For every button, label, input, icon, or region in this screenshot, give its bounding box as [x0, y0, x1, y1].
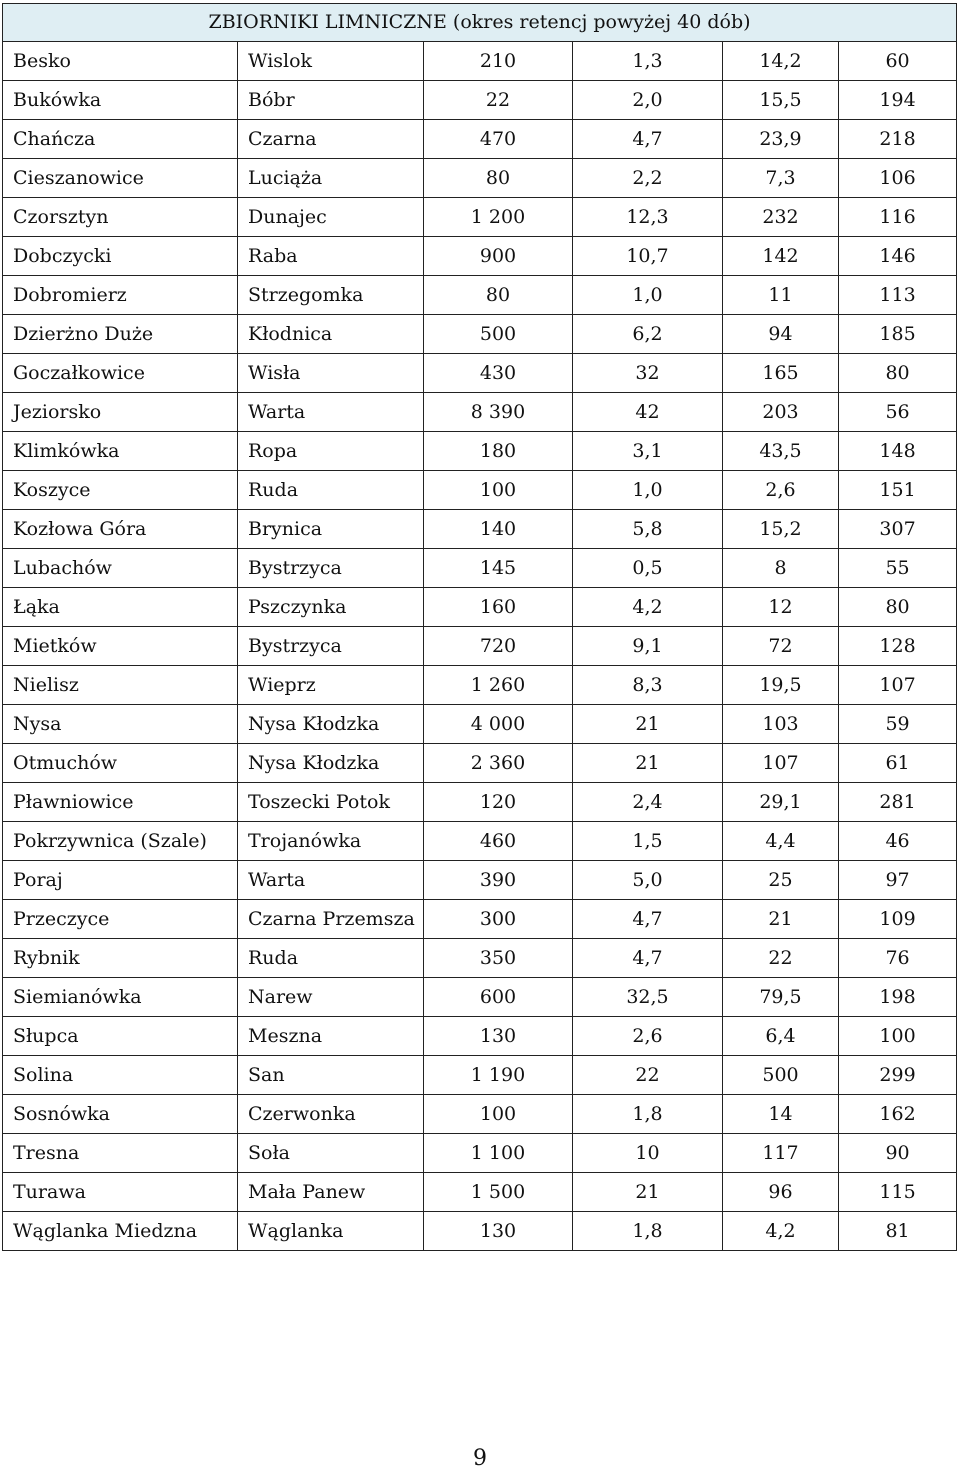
- river-name-cell: Wąglanka: [238, 1212, 424, 1251]
- river-name-cell: Soła: [238, 1134, 424, 1173]
- value-col-6-cell: 113: [839, 276, 957, 315]
- value-col-5-cell: 23,9: [723, 120, 839, 159]
- reservoir-name-cell: Lubachów: [3, 549, 238, 588]
- value-col-4-cell: 1,0: [573, 276, 723, 315]
- river-name-cell: Meszna: [238, 1017, 424, 1056]
- value-col-5-cell: 21: [723, 900, 839, 939]
- river-name-cell: Strzegomka: [238, 276, 424, 315]
- river-name-cell: Narew: [238, 978, 424, 1017]
- value-col-5-cell: 4,2: [723, 1212, 839, 1251]
- table-row: [3, 549, 957, 588]
- reservoir-name-cell: Kozłowa Góra: [3, 510, 238, 549]
- reservoir-name-cell: Czorsztyn: [3, 198, 238, 237]
- value-col-5-cell: 232: [723, 198, 839, 237]
- reservoir-name-cell: Dobromierz: [3, 276, 238, 315]
- river-name-cell: Wisła: [238, 354, 424, 393]
- value-col-3-cell: 80: [424, 276, 573, 315]
- value-col-3-cell: 2 360: [424, 744, 573, 783]
- value-col-6-cell: 61: [839, 744, 957, 783]
- river-name-cell: Bystrzyca: [238, 627, 424, 666]
- reservoir-name-cell: Turawa: [3, 1173, 238, 1212]
- table-row: [3, 978, 957, 1017]
- reservoir-name-cell: Jeziorsko: [3, 393, 238, 432]
- value-col-5-cell: 165: [723, 354, 839, 393]
- reservoir-name-cell: Siemianówka: [3, 978, 238, 1017]
- value-col-5-cell: 43,5: [723, 432, 839, 471]
- river-name-cell: Luciąża: [238, 159, 424, 198]
- reservoir-name-cell: Przeczyce: [3, 900, 238, 939]
- value-col-6-cell: 128: [839, 627, 957, 666]
- reservoir-table: [2, 3, 957, 1251]
- value-col-5-cell: 7,3: [723, 159, 839, 198]
- value-col-3-cell: 500: [424, 315, 573, 354]
- reservoir-name-cell: Bukówka: [3, 81, 238, 120]
- river-name-cell: Ruda: [238, 939, 424, 978]
- table-row: [3, 1173, 957, 1212]
- value-col-3-cell: 180: [424, 432, 573, 471]
- value-col-5-cell: 72: [723, 627, 839, 666]
- table-row: [3, 1056, 957, 1095]
- value-col-4-cell: 4,2: [573, 588, 723, 627]
- river-name-cell: Warta: [238, 393, 424, 432]
- value-col-3-cell: 720: [424, 627, 573, 666]
- river-name-cell: San: [238, 1056, 424, 1095]
- table-row: [3, 783, 957, 822]
- river-name-cell: Kłodnica: [238, 315, 424, 354]
- table-header-row: [3, 4, 957, 42]
- value-col-5-cell: 8: [723, 549, 839, 588]
- value-col-4-cell: 32,5: [573, 978, 723, 1017]
- reservoir-name-cell: Sosnówka: [3, 1095, 238, 1134]
- reservoir-name-cell: Mietków: [3, 627, 238, 666]
- river-name-cell: Czarna Przemsza: [238, 900, 424, 939]
- value-col-3-cell: 4 000: [424, 705, 573, 744]
- table-row: [3, 471, 957, 510]
- value-col-3-cell: 1 500: [424, 1173, 573, 1212]
- value-col-5-cell: 14,2: [723, 42, 839, 81]
- value-col-3-cell: 1 260: [424, 666, 573, 705]
- value-col-5-cell: 19,5: [723, 666, 839, 705]
- river-name-cell: Ruda: [238, 471, 424, 510]
- value-col-6-cell: 148: [839, 432, 957, 471]
- river-name-cell: Nysa Kłodzka: [238, 744, 424, 783]
- table-row: [3, 1017, 957, 1056]
- reservoir-name-cell: Słupca: [3, 1017, 238, 1056]
- value-col-6-cell: 146: [839, 237, 957, 276]
- value-col-5-cell: 15,5: [723, 81, 839, 120]
- value-col-6-cell: 198: [839, 978, 957, 1017]
- table-row: [3, 159, 957, 198]
- value-col-6-cell: 76: [839, 939, 957, 978]
- reservoir-name-cell: Goczałkowice: [3, 354, 238, 393]
- reservoir-name-cell: Solina: [3, 1056, 238, 1095]
- value-col-4-cell: 1,8: [573, 1095, 723, 1134]
- table-row: [3, 81, 957, 120]
- value-col-3-cell: 130: [424, 1017, 573, 1056]
- reservoir-name-cell: Klimkówka: [3, 432, 238, 471]
- value-col-5-cell: 6,4: [723, 1017, 839, 1056]
- value-col-4-cell: 2,2: [573, 159, 723, 198]
- table-row: [3, 510, 957, 549]
- value-col-3-cell: 900: [424, 237, 573, 276]
- value-col-4-cell: 42: [573, 393, 723, 432]
- value-col-4-cell: 3,1: [573, 432, 723, 471]
- value-col-6-cell: 81: [839, 1212, 957, 1251]
- value-col-5-cell: 2,6: [723, 471, 839, 510]
- reservoir-name-cell: Rybnik: [3, 939, 238, 978]
- value-col-3-cell: 100: [424, 471, 573, 510]
- value-col-5-cell: 103: [723, 705, 839, 744]
- reservoir-name-cell: Dobczycki: [3, 237, 238, 276]
- value-col-3-cell: 1 190: [424, 1056, 573, 1095]
- value-col-4-cell: 32: [573, 354, 723, 393]
- river-name-cell: Pszczynka: [238, 588, 424, 627]
- value-col-3-cell: 160: [424, 588, 573, 627]
- value-col-4-cell: 1,3: [573, 42, 723, 81]
- page-number: 9: [473, 1446, 487, 1471]
- value-col-3-cell: 470: [424, 120, 573, 159]
- reservoir-name-cell: Poraj: [3, 861, 238, 900]
- value-col-6-cell: 218: [839, 120, 957, 159]
- value-col-6-cell: 162: [839, 1095, 957, 1134]
- value-col-4-cell: 1,0: [573, 471, 723, 510]
- river-name-cell: Ropa: [238, 432, 424, 471]
- value-col-6-cell: 56: [839, 393, 957, 432]
- table-row: [3, 237, 957, 276]
- value-col-3-cell: 22: [424, 81, 573, 120]
- value-col-3-cell: 460: [424, 822, 573, 861]
- table-row: [3, 120, 957, 159]
- value-col-5-cell: 11: [723, 276, 839, 315]
- table-title: ZBIORNIKI LIMNICZNE (okres retencj powyżej 40 dób): [3, 4, 957, 42]
- value-col-4-cell: 22: [573, 1056, 723, 1095]
- value-col-5-cell: 142: [723, 237, 839, 276]
- value-col-4-cell: 0,5: [573, 549, 723, 588]
- value-col-3-cell: 600: [424, 978, 573, 1017]
- reservoir-name-cell: Besko: [3, 42, 238, 81]
- table-row: [3, 393, 957, 432]
- value-col-5-cell: 14: [723, 1095, 839, 1134]
- value-col-3-cell: 1 100: [424, 1134, 573, 1173]
- value-col-4-cell: 5,8: [573, 510, 723, 549]
- value-col-6-cell: 151: [839, 471, 957, 510]
- value-col-5-cell: 4,4: [723, 822, 839, 861]
- value-col-6-cell: 116: [839, 198, 957, 237]
- reservoir-name-cell: Łąka: [3, 588, 238, 627]
- value-col-3-cell: 145: [424, 549, 573, 588]
- table-row: [3, 939, 957, 978]
- river-name-cell: Raba: [238, 237, 424, 276]
- river-name-cell: Toszecki Potok: [238, 783, 424, 822]
- value-col-6-cell: 80: [839, 354, 957, 393]
- table-row: [3, 861, 957, 900]
- table-row: [3, 1212, 957, 1251]
- value-col-3-cell: 390: [424, 861, 573, 900]
- river-name-cell: Dunajec: [238, 198, 424, 237]
- value-col-4-cell: 12,3: [573, 198, 723, 237]
- value-col-4-cell: 10,7: [573, 237, 723, 276]
- value-col-6-cell: 299: [839, 1056, 957, 1095]
- value-col-5-cell: 29,1: [723, 783, 839, 822]
- table-row: [3, 354, 957, 393]
- value-col-3-cell: 8 390: [424, 393, 573, 432]
- value-col-5-cell: 22: [723, 939, 839, 978]
- value-col-5-cell: 96: [723, 1173, 839, 1212]
- value-col-6-cell: 115: [839, 1173, 957, 1212]
- value-col-5-cell: 117: [723, 1134, 839, 1173]
- table-row: [3, 1095, 957, 1134]
- river-name-cell: Czarna: [238, 120, 424, 159]
- value-col-6-cell: 46: [839, 822, 957, 861]
- value-col-3-cell: 100: [424, 1095, 573, 1134]
- value-col-3-cell: 130: [424, 1212, 573, 1251]
- value-col-4-cell: 4,7: [573, 939, 723, 978]
- table-row: [3, 1134, 957, 1173]
- value-col-4-cell: 6,2: [573, 315, 723, 354]
- value-col-6-cell: 185: [839, 315, 957, 354]
- table-row: [3, 705, 957, 744]
- value-col-4-cell: 1,5: [573, 822, 723, 861]
- reservoir-name-cell: Wąglanka Miedzna: [3, 1212, 238, 1251]
- table-row: [3, 744, 957, 783]
- table-row: [3, 315, 957, 354]
- river-name-cell: Bóbr: [238, 81, 424, 120]
- value-col-4-cell: 8,3: [573, 666, 723, 705]
- value-col-4-cell: 21: [573, 705, 723, 744]
- value-col-4-cell: 4,7: [573, 900, 723, 939]
- value-col-4-cell: 2,6: [573, 1017, 723, 1056]
- river-name-cell: Bystrzyca: [238, 549, 424, 588]
- value-col-6-cell: 97: [839, 861, 957, 900]
- reservoir-name-cell: Pławniowice: [3, 783, 238, 822]
- reservoir-name-cell: Nielisz: [3, 666, 238, 705]
- river-name-cell: Nysa Kłodzka: [238, 705, 424, 744]
- value-col-6-cell: 59: [839, 705, 957, 744]
- table-row: [3, 666, 957, 705]
- table-row: [3, 588, 957, 627]
- reservoir-name-cell: Otmuchów: [3, 744, 238, 783]
- value-col-4-cell: 5,0: [573, 861, 723, 900]
- value-col-5-cell: 500: [723, 1056, 839, 1095]
- value-col-5-cell: 12: [723, 588, 839, 627]
- value-col-3-cell: 210: [424, 42, 573, 81]
- river-name-cell: Wislok: [238, 42, 424, 81]
- value-col-3-cell: 300: [424, 900, 573, 939]
- value-col-6-cell: 60: [839, 42, 957, 81]
- table-row: [3, 432, 957, 471]
- value-col-4-cell: 9,1: [573, 627, 723, 666]
- value-col-5-cell: 25: [723, 861, 839, 900]
- value-col-4-cell: 1,8: [573, 1212, 723, 1251]
- value-col-3-cell: 140: [424, 510, 573, 549]
- value-col-5-cell: 15,2: [723, 510, 839, 549]
- table-row: [3, 276, 957, 315]
- reservoir-name-cell: Dzierżno Duże: [3, 315, 238, 354]
- value-col-3-cell: 120: [424, 783, 573, 822]
- value-col-6-cell: 90: [839, 1134, 957, 1173]
- table-row: [3, 627, 957, 666]
- river-name-cell: Wieprz: [238, 666, 424, 705]
- value-col-6-cell: 107: [839, 666, 957, 705]
- value-col-3-cell: 350: [424, 939, 573, 978]
- value-col-3-cell: 1 200: [424, 198, 573, 237]
- table-row: [3, 822, 957, 861]
- value-col-6-cell: 109: [839, 900, 957, 939]
- value-col-6-cell: 281: [839, 783, 957, 822]
- value-col-4-cell: 2,0: [573, 81, 723, 120]
- reservoir-name-cell: Pokrzywnica (Szale): [3, 822, 238, 861]
- reservoir-name-cell: Nysa: [3, 705, 238, 744]
- value-col-6-cell: 106: [839, 159, 957, 198]
- value-col-5-cell: 107: [723, 744, 839, 783]
- value-col-4-cell: 21: [573, 744, 723, 783]
- river-name-cell: Brynica: [238, 510, 424, 549]
- table-row: [3, 900, 957, 939]
- value-col-4-cell: 10: [573, 1134, 723, 1173]
- value-col-5-cell: 94: [723, 315, 839, 354]
- reservoir-name-cell: Koszyce: [3, 471, 238, 510]
- value-col-4-cell: 21: [573, 1173, 723, 1212]
- value-col-6-cell: 194: [839, 81, 957, 120]
- river-name-cell: Warta: [238, 861, 424, 900]
- table-row: [3, 42, 957, 81]
- reservoir-name-cell: Chańcza: [3, 120, 238, 159]
- river-name-cell: Mała Panew: [238, 1173, 424, 1212]
- value-col-6-cell: 55: [839, 549, 957, 588]
- value-col-4-cell: 2,4: [573, 783, 723, 822]
- value-col-3-cell: 430: [424, 354, 573, 393]
- value-col-5-cell: 203: [723, 393, 839, 432]
- value-col-4-cell: 4,7: [573, 120, 723, 159]
- reservoir-name-cell: Tresna: [3, 1134, 238, 1173]
- value-col-5-cell: 79,5: [723, 978, 839, 1017]
- river-name-cell: Trojanówka: [238, 822, 424, 861]
- river-name-cell: Czerwonka: [238, 1095, 424, 1134]
- value-col-6-cell: 80: [839, 588, 957, 627]
- table-row: [3, 198, 957, 237]
- value-col-6-cell: 100: [839, 1017, 957, 1056]
- value-col-3-cell: 80: [424, 159, 573, 198]
- value-col-6-cell: 307: [839, 510, 957, 549]
- reservoir-name-cell: Cieszanowice: [3, 159, 238, 198]
